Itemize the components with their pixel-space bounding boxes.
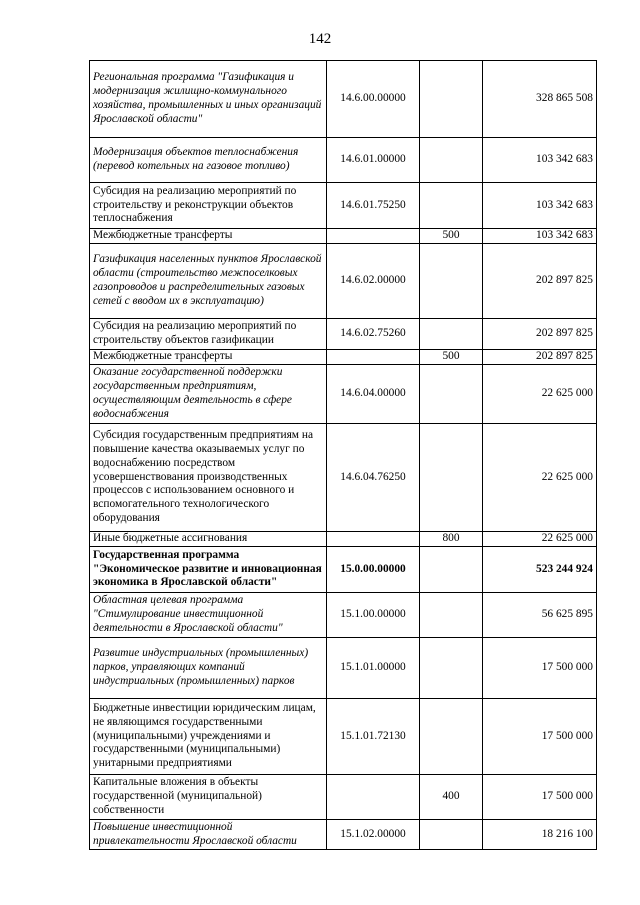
row-amount: 202 897 825: [483, 244, 597, 319]
table-row: [90, 319, 597, 350]
table-row: [90, 820, 597, 850]
row-name: Повышение инвестиционной привлекательности Ярославской области: [90, 820, 327, 850]
row-name: Региональная программа "Газификация и модернизация жилищно-коммунального хозяйства, промышленных и иных организаций Ярославской области": [90, 61, 327, 138]
table-row: [90, 424, 597, 532]
row-expense-type: [420, 244, 483, 319]
row-amount: 17 500 000: [483, 638, 597, 699]
row-expense-type: 800: [420, 532, 483, 547]
row-name: Модернизация объектов теплоснабжения (перевод котельных на газовое топливо): [90, 138, 327, 183]
row-name: Областная целевая программа "Стимулирование инвестиционной деятельности в Ярославской области": [90, 593, 327, 638]
row-amount: 328 865 508: [483, 61, 597, 138]
row-expense-type: [420, 699, 483, 775]
row-expense-type: 400: [420, 775, 483, 820]
row-code: [327, 532, 420, 547]
table-row: [90, 61, 597, 138]
row-expense-type: 500: [420, 350, 483, 365]
row-name: Капитальные вложения в объекты государственной (муниципальной) собственности: [90, 775, 327, 820]
row-code: 14.6.00.00000: [327, 61, 420, 138]
row-expense-type: 500: [420, 229, 483, 244]
row-code: 14.6.02.00000: [327, 244, 420, 319]
row-code: 14.6.04.76250: [327, 424, 420, 532]
row-amount: 22 625 000: [483, 424, 597, 532]
row-name: Развитие индустриальных (промышленных) парков, управляющих компаний индустриальных (промышленных) парков: [90, 638, 327, 699]
table-row: [90, 699, 597, 775]
row-name: Межбюджетные трансферты: [90, 229, 327, 244]
table-row: [90, 593, 597, 638]
row-name: Субсидия государственным предприятиям на повышение качества оказываемых услуг по водоснабжению посредством усовершенствования производственных процессов с использованием основного и вспомогательного технологического оборудования: [90, 424, 327, 532]
row-expense-type: [420, 138, 483, 183]
row-expense-type: [420, 820, 483, 850]
row-name: Субсидия на реализацию мероприятий по строительству объектов газификации: [90, 319, 327, 350]
row-code: 15.1.01.00000: [327, 638, 420, 699]
table-row: [90, 547, 597, 593]
row-name: Субсидия на реализацию мероприятий по строительству и реконструкции объектов теплоснабжения: [90, 183, 327, 229]
row-code: 14.6.04.00000: [327, 365, 420, 424]
row-amount: 523 244 924: [483, 547, 597, 593]
row-amount: 103 342 683: [483, 183, 597, 229]
row-expense-type: [420, 319, 483, 350]
row-name: Межбюджетные трансферты: [90, 350, 327, 365]
row-amount: 22 625 000: [483, 532, 597, 547]
row-code: 14.6.01.75250: [327, 183, 420, 229]
row-expense-type: [420, 547, 483, 593]
table-row: [90, 183, 597, 229]
row-expense-type: [420, 61, 483, 138]
row-code: 14.6.02.75260: [327, 319, 420, 350]
table-row: [90, 775, 597, 820]
table-row: [90, 638, 597, 699]
table-row: [90, 350, 597, 365]
table-row: [90, 138, 597, 183]
row-code: [327, 350, 420, 365]
row-amount: 56 625 895: [483, 593, 597, 638]
row-amount: 202 897 825: [483, 350, 597, 365]
row-code: [327, 229, 420, 244]
table-row: [90, 229, 597, 244]
row-amount: 17 500 000: [483, 699, 597, 775]
row-amount: 103 342 683: [483, 138, 597, 183]
row-expense-type: [420, 593, 483, 638]
row-name: Государственная программа "Экономическое развитие и инновационная экономика в Ярославской области": [90, 547, 327, 593]
row-name: Бюджетные инвестиции юридическим лицам, не являющимся государственными (муниципальными) учреждениями и государственными (муниципальными) унитарными предприятиями: [90, 699, 327, 775]
table-row: [90, 365, 597, 424]
row-amount: 17 500 000: [483, 775, 597, 820]
row-amount: 202 897 825: [483, 319, 597, 350]
row-expense-type: [420, 424, 483, 532]
row-amount: 103 342 683: [483, 229, 597, 244]
row-code: 15.1.01.72130: [327, 699, 420, 775]
row-name: Оказание государственной поддержки государственным предприятиям, осуществляющим деятельность в сфере водоснабжения: [90, 365, 327, 424]
table-row: [90, 532, 597, 547]
row-expense-type: [420, 638, 483, 699]
budget-table: [89, 60, 597, 850]
row-code: 15.1.02.00000: [327, 820, 420, 850]
row-amount: 22 625 000: [483, 365, 597, 424]
table-row: [90, 244, 597, 319]
row-code: 15.1.00.00000: [327, 593, 420, 638]
row-code: 14.6.01.00000: [327, 138, 420, 183]
row-name: Иные бюджетные ассигнования: [90, 532, 327, 547]
row-code: 15.0.00.00000: [327, 547, 420, 593]
page-number: 142: [308, 31, 332, 47]
row-expense-type: [420, 183, 483, 229]
row-code: [327, 775, 420, 820]
row-expense-type: [420, 365, 483, 424]
row-name: Газификация населенных пунктов Ярославской области (строительство межпоселковых газопроводов и распределительных газовых сетей с вводом их в эксплуатацию): [90, 244, 327, 319]
row-amount: 18 216 100: [483, 820, 597, 850]
budget-table-body: [90, 61, 597, 850]
